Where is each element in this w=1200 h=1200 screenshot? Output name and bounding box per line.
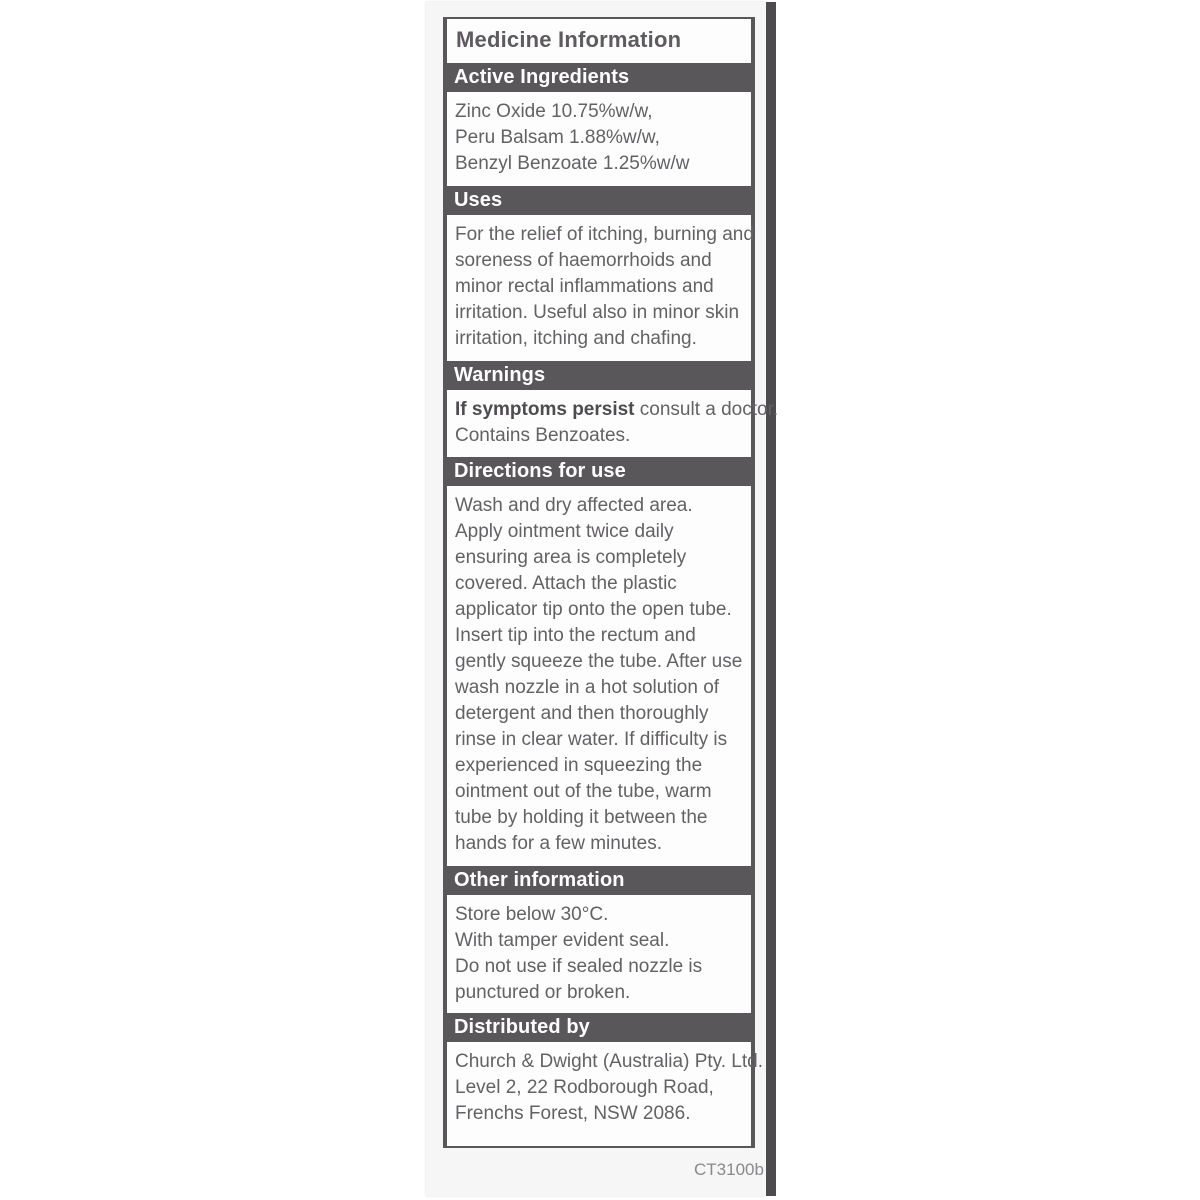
- text-line: Zinc Oxide 10.75%w/w,: [455, 101, 653, 122]
- text-line: Contains Benzoates.: [455, 425, 631, 446]
- section-header-distributed-by: Distributed by: [454, 1016, 590, 1038]
- section-body-warnings: [447, 390, 779, 457]
- section-body-uses: [447, 215, 754, 361]
- text-line: experienced in squeezing the: [455, 755, 703, 776]
- section-header-warnings: Warnings: [454, 364, 546, 386]
- text-line: covered. Attach the plastic: [455, 573, 677, 594]
- warning-text: consult a doctor.: [634, 399, 779, 420]
- section-body-active-ingredients: [447, 92, 751, 186]
- text-line: Peru Balsam 1.88%w/w,: [455, 127, 660, 148]
- text-line: tube by holding it between the: [455, 807, 708, 828]
- text-line: Church & Dwight (Australia) Pty. Ltd.: [455, 1051, 763, 1072]
- text-line: irritation. Useful also in minor skin: [455, 302, 740, 323]
- text-line: Insert tip into the rectum and: [455, 625, 696, 646]
- section-header-other-information: Other information: [454, 869, 625, 891]
- text-line: [455, 397, 779, 423]
- text-line: For the relief of itching, burning and: [455, 224, 754, 245]
- section-header-uses: Uses: [454, 189, 503, 211]
- text-line: Apply ointment twice daily: [455, 521, 674, 542]
- text-line: gently squeeze the tube. After use: [455, 651, 743, 672]
- text-line: detergent and then thoroughly: [455, 703, 709, 724]
- text-line: wash nozzle in a hot solution of: [455, 677, 720, 698]
- medicine-information-table: [443, 17, 779, 1148]
- text-line: ointment out of the tube, warm: [455, 781, 712, 802]
- table-title: Medicine Information: [447, 19, 751, 63]
- text-line: Wash and dry affected area.: [455, 495, 693, 516]
- section-body-other-information: [447, 895, 751, 1013]
- section-body-directions: [447, 486, 751, 866]
- text-line: minor rectal inflammations and: [455, 276, 714, 297]
- text-line: Level 2, 22 Rodborough Road,: [455, 1077, 714, 1098]
- section-body-distributed-by: [447, 1042, 763, 1146]
- text-line: soreness of haemorrhoids and: [455, 250, 712, 271]
- text-line: hands for a few minutes.: [455, 833, 662, 854]
- section-header-directions: Directions for use: [454, 460, 626, 482]
- warning-emphasis: If symptoms persist: [455, 399, 635, 420]
- package-edge: [766, 2, 776, 1196]
- text-line: irritation, itching and chafing.: [455, 328, 697, 349]
- text-line: Frenchs Forest, NSW 2086.: [455, 1103, 691, 1124]
- text-line: With tamper evident seal.: [455, 930, 670, 951]
- text-line: punctured or broken.: [455, 982, 631, 1003]
- text-line: Benzyl Benzoate 1.25%w/w: [455, 153, 690, 174]
- product-code: CT3100b: [694, 1160, 764, 1179]
- text-line: applicator tip onto the open tube.: [455, 599, 732, 620]
- text-line: rinse in clear water. If difficulty is: [455, 729, 728, 750]
- section-header-active-ingredients: Active Ingredients: [454, 66, 630, 88]
- text-line: ensuring area is completely: [455, 547, 687, 568]
- text-line: Do not use if sealed nozzle is: [455, 956, 703, 977]
- text-line: Store below 30°C.: [455, 904, 609, 925]
